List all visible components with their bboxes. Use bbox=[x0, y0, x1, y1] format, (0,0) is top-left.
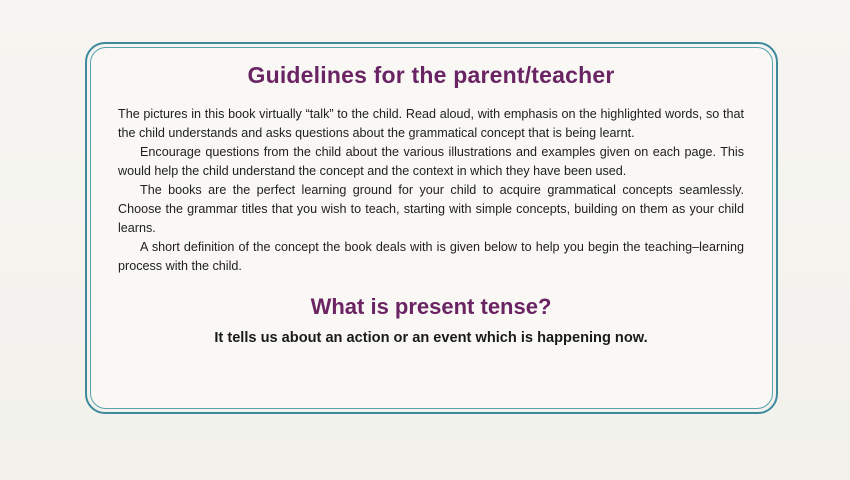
paragraph-questions: Encourage questions from the child about the various illustrations and examples given on each page. This would help the child understand the concept and the context in which they have been used. bbox=[118, 145, 744, 178]
paragraph-learning-ground: The books are the perfect learning ground for your child to acquire grammatical concepts seamlessly. Choose the grammar titles that you wish to teach, starting with simple concepts, building on them as your child learns. bbox=[118, 183, 744, 235]
paragraph-definition: A short definition of the concept the book deals with is given below to help you begin the teaching–learning process with the child. bbox=[118, 240, 744, 273]
paragraph-intro: The pictures in this book virtually “talk” to the child. Read aloud, with emphasis on the highlighted words, so that the child understands and asks questions about the grammatical concept that is being learnt. bbox=[118, 107, 744, 140]
concept-definition: It tells us about an action or an event which is happening now. bbox=[214, 330, 648, 346]
guidelines-heading: Guidelines for the parent/teacher bbox=[247, 62, 615, 88]
concept-question: What is present tense? bbox=[310, 294, 552, 319]
guidelines-content bbox=[118, 62, 744, 346]
